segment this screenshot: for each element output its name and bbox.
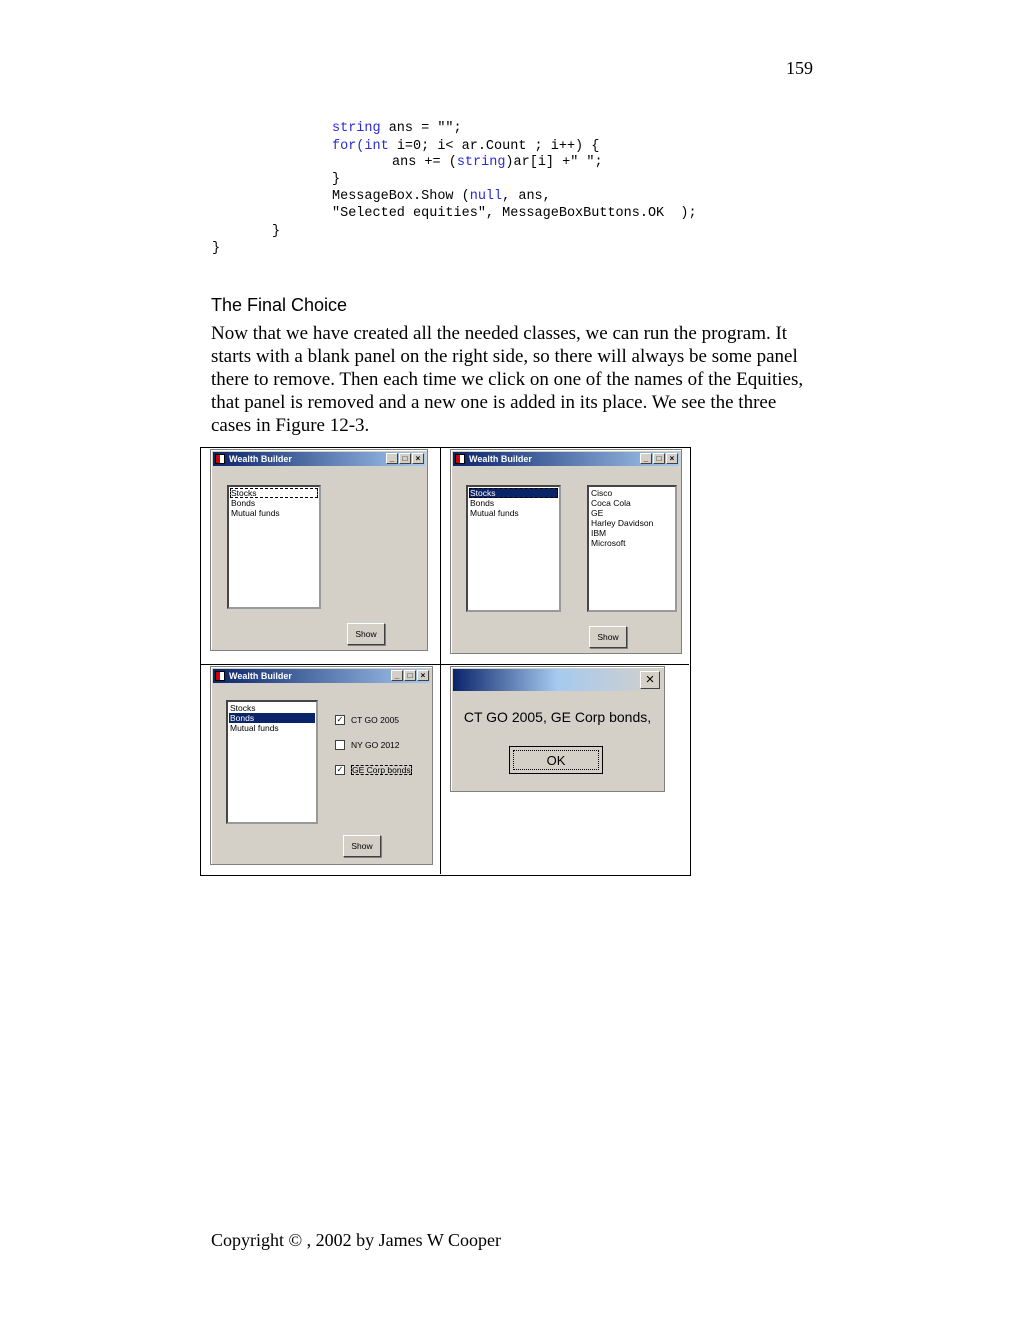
wealth-builder-window-bonds — [210, 666, 433, 865]
list-item-bonds[interactable]: Bonds — [470, 498, 495, 508]
checkbox-box[interactable]: ✓ — [336, 765, 344, 774]
window-title: Wealth Builder — [469, 454, 532, 464]
equity-type-list[interactable] — [226, 700, 318, 824]
wealth-builder-window-stocks — [450, 449, 682, 654]
code-line: } — [212, 241, 221, 256]
close-button[interactable]: × — [666, 453, 678, 464]
list-item-mutual-funds[interactable]: Mutual funds — [230, 723, 279, 733]
close-button[interactable]: × — [412, 453, 424, 464]
code-line: "Selected equities", MessageBoxButtons.OK ); — [332, 206, 697, 221]
list-item-stocks[interactable]: Stocks — [230, 488, 318, 498]
checkbox-label: CT GO 2005 — [351, 715, 400, 725]
bond-checkbox[interactable] — [335, 740, 400, 750]
maximize-button[interactable]: □ — [399, 453, 411, 464]
title-bar — [213, 452, 425, 466]
stock-list[interactable] — [587, 485, 677, 612]
maximize-button[interactable]: □ — [653, 453, 665, 464]
equity-type-list[interactable] — [227, 485, 321, 609]
code-listing — [0, 0, 697, 256]
app-icon — [215, 671, 225, 681]
list-item[interactable]: IBM — [591, 528, 607, 538]
list-item-mutual-funds[interactable]: Mutual funds — [231, 508, 280, 518]
figure-divider-vertical — [440, 447, 441, 874]
bond-checkbox[interactable] — [335, 765, 412, 775]
code-line: string ans = ""; — [332, 121, 462, 136]
list-item-bonds[interactable]: Bonds — [231, 498, 256, 508]
checkbox-box[interactable] — [335, 740, 345, 750]
bond-checkbox[interactable] — [335, 715, 399, 725]
ok-button[interactable] — [509, 746, 603, 774]
code-line: MessageBox.Show (null, ans, — [332, 189, 551, 204]
list-item-stocks[interactable]: Stocks — [230, 703, 256, 713]
list-item[interactable]: Microsoft — [591, 538, 626, 548]
list-item[interactable]: Cisco — [591, 488, 613, 498]
equity-type-list[interactable] — [466, 485, 561, 612]
message-box — [450, 666, 665, 792]
figure-divider-horizontal — [200, 664, 689, 665]
list-item-bonds[interactable]: Bonds — [229, 713, 315, 723]
body-paragraph: Now that we have created all the needed classes, we can run the program. It starts with a blank panel on the right side, so there will always be some panel there to remove. Then each time we click on one of the names of the Equities, that panel is removed and a new one is added in its place. We see the three cases in Figure 12-3. — [211, 323, 804, 436]
list-item-mutual-funds[interactable]: Mutual funds — [470, 508, 519, 518]
figure-12-3 — [200, 447, 689, 874]
message-text: CT GO 2005, GE Corp bonds, — [463, 709, 652, 725]
message-box-title-bar — [453, 669, 662, 691]
minimize-button[interactable]: _ — [391, 670, 403, 681]
window-title: Wealth Builder — [229, 454, 292, 464]
ok-button-label: OK — [513, 750, 599, 770]
wealth-builder-window-blank — [210, 449, 428, 651]
app-icon — [455, 454, 465, 464]
close-button[interactable]: × — [417, 670, 429, 681]
section-heading: The Final Choice — [211, 295, 348, 315]
code-line: } — [332, 172, 341, 187]
minimize-button[interactable]: _ — [640, 453, 652, 464]
close-button[interactable]: × — [640, 671, 660, 689]
show-button[interactable]: Show — [589, 626, 627, 648]
app-icon — [215, 454, 225, 464]
code-line: ans += (string)ar[i] +" "; — [392, 155, 603, 170]
show-button[interactable]: Show — [343, 835, 381, 857]
code-line: } — [272, 224, 281, 239]
maximize-button[interactable]: □ — [404, 670, 416, 681]
show-button[interactable]: Show — [347, 623, 385, 645]
title-bar — [453, 452, 679, 466]
list-item[interactable]: GE — [591, 508, 604, 518]
checkbox-label: NY GO 2012 — [351, 740, 400, 750]
checkbox-box[interactable]: ✓ — [336, 715, 344, 724]
minimize-button[interactable]: _ — [386, 453, 398, 464]
code-line: for(int i=0; i< ar.Count ; i++) { — [332, 139, 600, 154]
copyright-footer: Copyright © , 2002 by James W Cooper — [211, 1230, 501, 1250]
title-bar — [213, 669, 430, 683]
list-item-stocks[interactable]: Stocks — [469, 488, 558, 498]
window-title: Wealth Builder — [229, 671, 292, 681]
checkbox-label: GE Corp bonds — [352, 765, 411, 775]
list-item[interactable]: Harley Davidson — [591, 518, 654, 528]
list-item[interactable]: Coca Cola — [591, 498, 631, 508]
page-number: 159 — [786, 58, 813, 78]
